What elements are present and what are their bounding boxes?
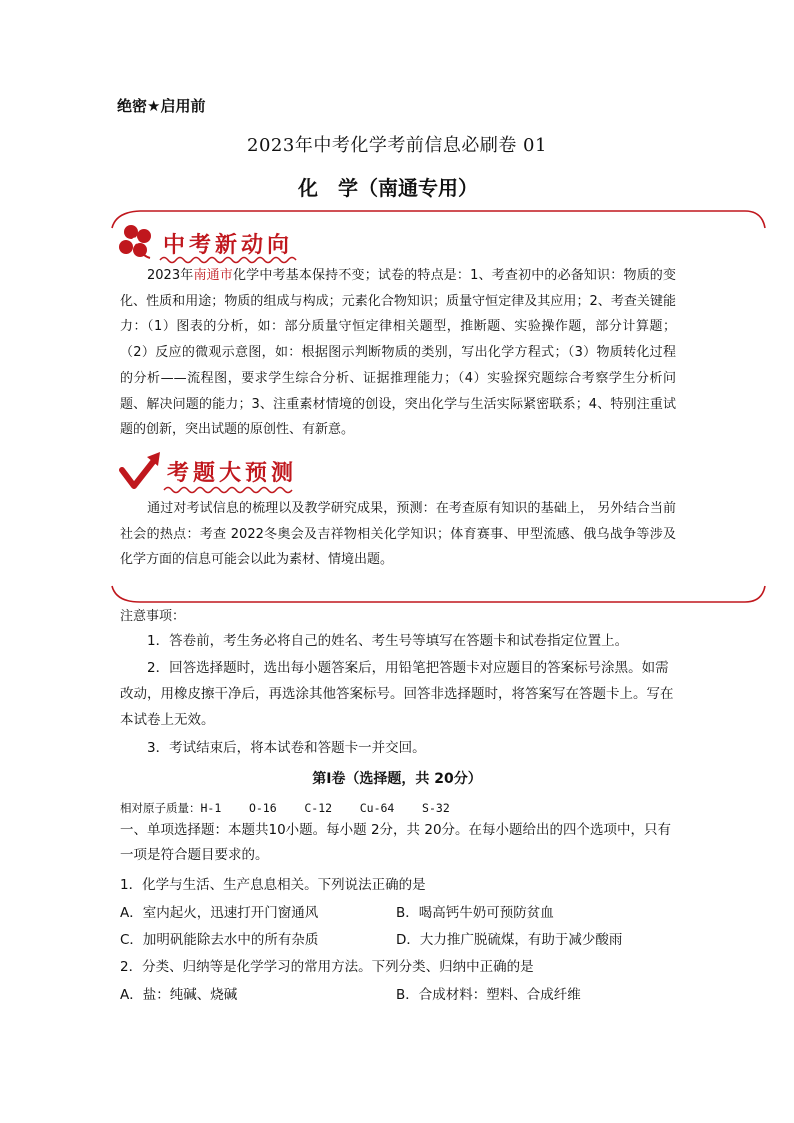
question-option: C．加明矾能除去水中的所有杂质 [120,932,319,948]
notice-item-text: 1．答卷前，考生务必将自己的姓名、考生号等填写在答题卡和试卷指定位置上。 [147,633,629,649]
section-heading-prediction: 考题大预测 [167,461,298,486]
clover-icon [119,225,151,258]
atomic-mass-line: 相对原子质量：H-1 O-16 C-12 Cu-64 S-32 [120,801,450,815]
question-stem: 1．化学与生活、生产息息相关。下列说法正确的是 [120,877,426,893]
question-option: B．合成材料：塑料、合成纤维 [396,987,581,1003]
section-heading-new-trends: 中考新动向 [163,233,294,258]
notice-title: 注意事项： [120,609,186,624]
page-subtitle: 化 学（南通专用） [298,176,478,200]
heading-underline [164,488,292,493]
part-title: 第Ⅰ卷（选择题，共 20分） [312,771,482,787]
new-trends-text: 化学中考基本保持不变；试卷的特点是：1、考查初中的必备知识：物质的变化、性质和用途；物质的组成与构成；元素化合物知识；质量守恒定律及其应用；2、考查关键能力：（1）图表的分析，如：部分质量守恒定律相关题型，推断题、实验操作题，部分计算题；（2）反应的微观示意图，如：根据图示判断物质的类别，写出化学方程式；（3）物质转化过程的分析——流程图，要求学生综合分析、证据推理能力；（4）实验探究题综合考察学生分析问题、解决问题的能力；3、注重素材情境的创设，突出化学与生活实际紧密联系；4、特别注重试题的创新，突出试题的原创性、有新意。 [120,268,676,438]
prediction-paragraph [120,496,676,573]
region-highlight: 南通市 [193,268,233,283]
question-option: D．大力推广脱硫煤，有助于减少酸雨 [396,932,623,948]
question-option: A．盐：纯碱、烧碱 [120,987,238,1003]
question-option: A．室内起火，迅速打开门窗通风 [120,905,319,921]
prediction-text: 通过对考试信息的梳理以及教学研究成果，预测：在考查原有知识的基础上， 另外结合当前社会的热点：考查 2022冬奥会及吉祥物相关化学知识；体育赛事、甲型流感、俄乌战争等涉及化学方面的信息可能会以此为素材、情境出题。 [120,501,676,568]
page-title: 2023年中考化学考前信息必刷卷 01 [247,135,547,156]
confidential-label: 绝密★启用前 [117,97,206,115]
notice-item-text: 2．回答选择题时，选出每小题答案后，用铅笔把答题卡对应题目的答案标号涂黑。如需改动，用橡皮擦干净后，再选涂其他答案标号。回答非选择题时，将答案写在答题卡上。写在本试卷上无效。 [120,660,674,728]
question-option: B．喝高钙牛奶可预防贫血 [396,905,554,921]
section-instructions: 一、单项选择题：本题共10小题。每小题 2分，共 20分。在每小题给出的四个选项中，只有一项是符合题目要求的。 [120,822,672,863]
notice-item [120,735,680,761]
year-prefix: 2023年 [147,268,194,283]
notice-item-text: 3．考试结束后，将本试卷和答题卡一并交回。 [147,740,426,756]
new-trends-paragraph [120,263,676,443]
checkmark-arrow-icon [122,452,160,486]
notice-item [120,628,680,654]
question-stem: 2．分类、归纳等是化学学习的常用方法。下列分类、归纳中正确的是 [120,959,534,975]
notice-item [120,655,680,733]
